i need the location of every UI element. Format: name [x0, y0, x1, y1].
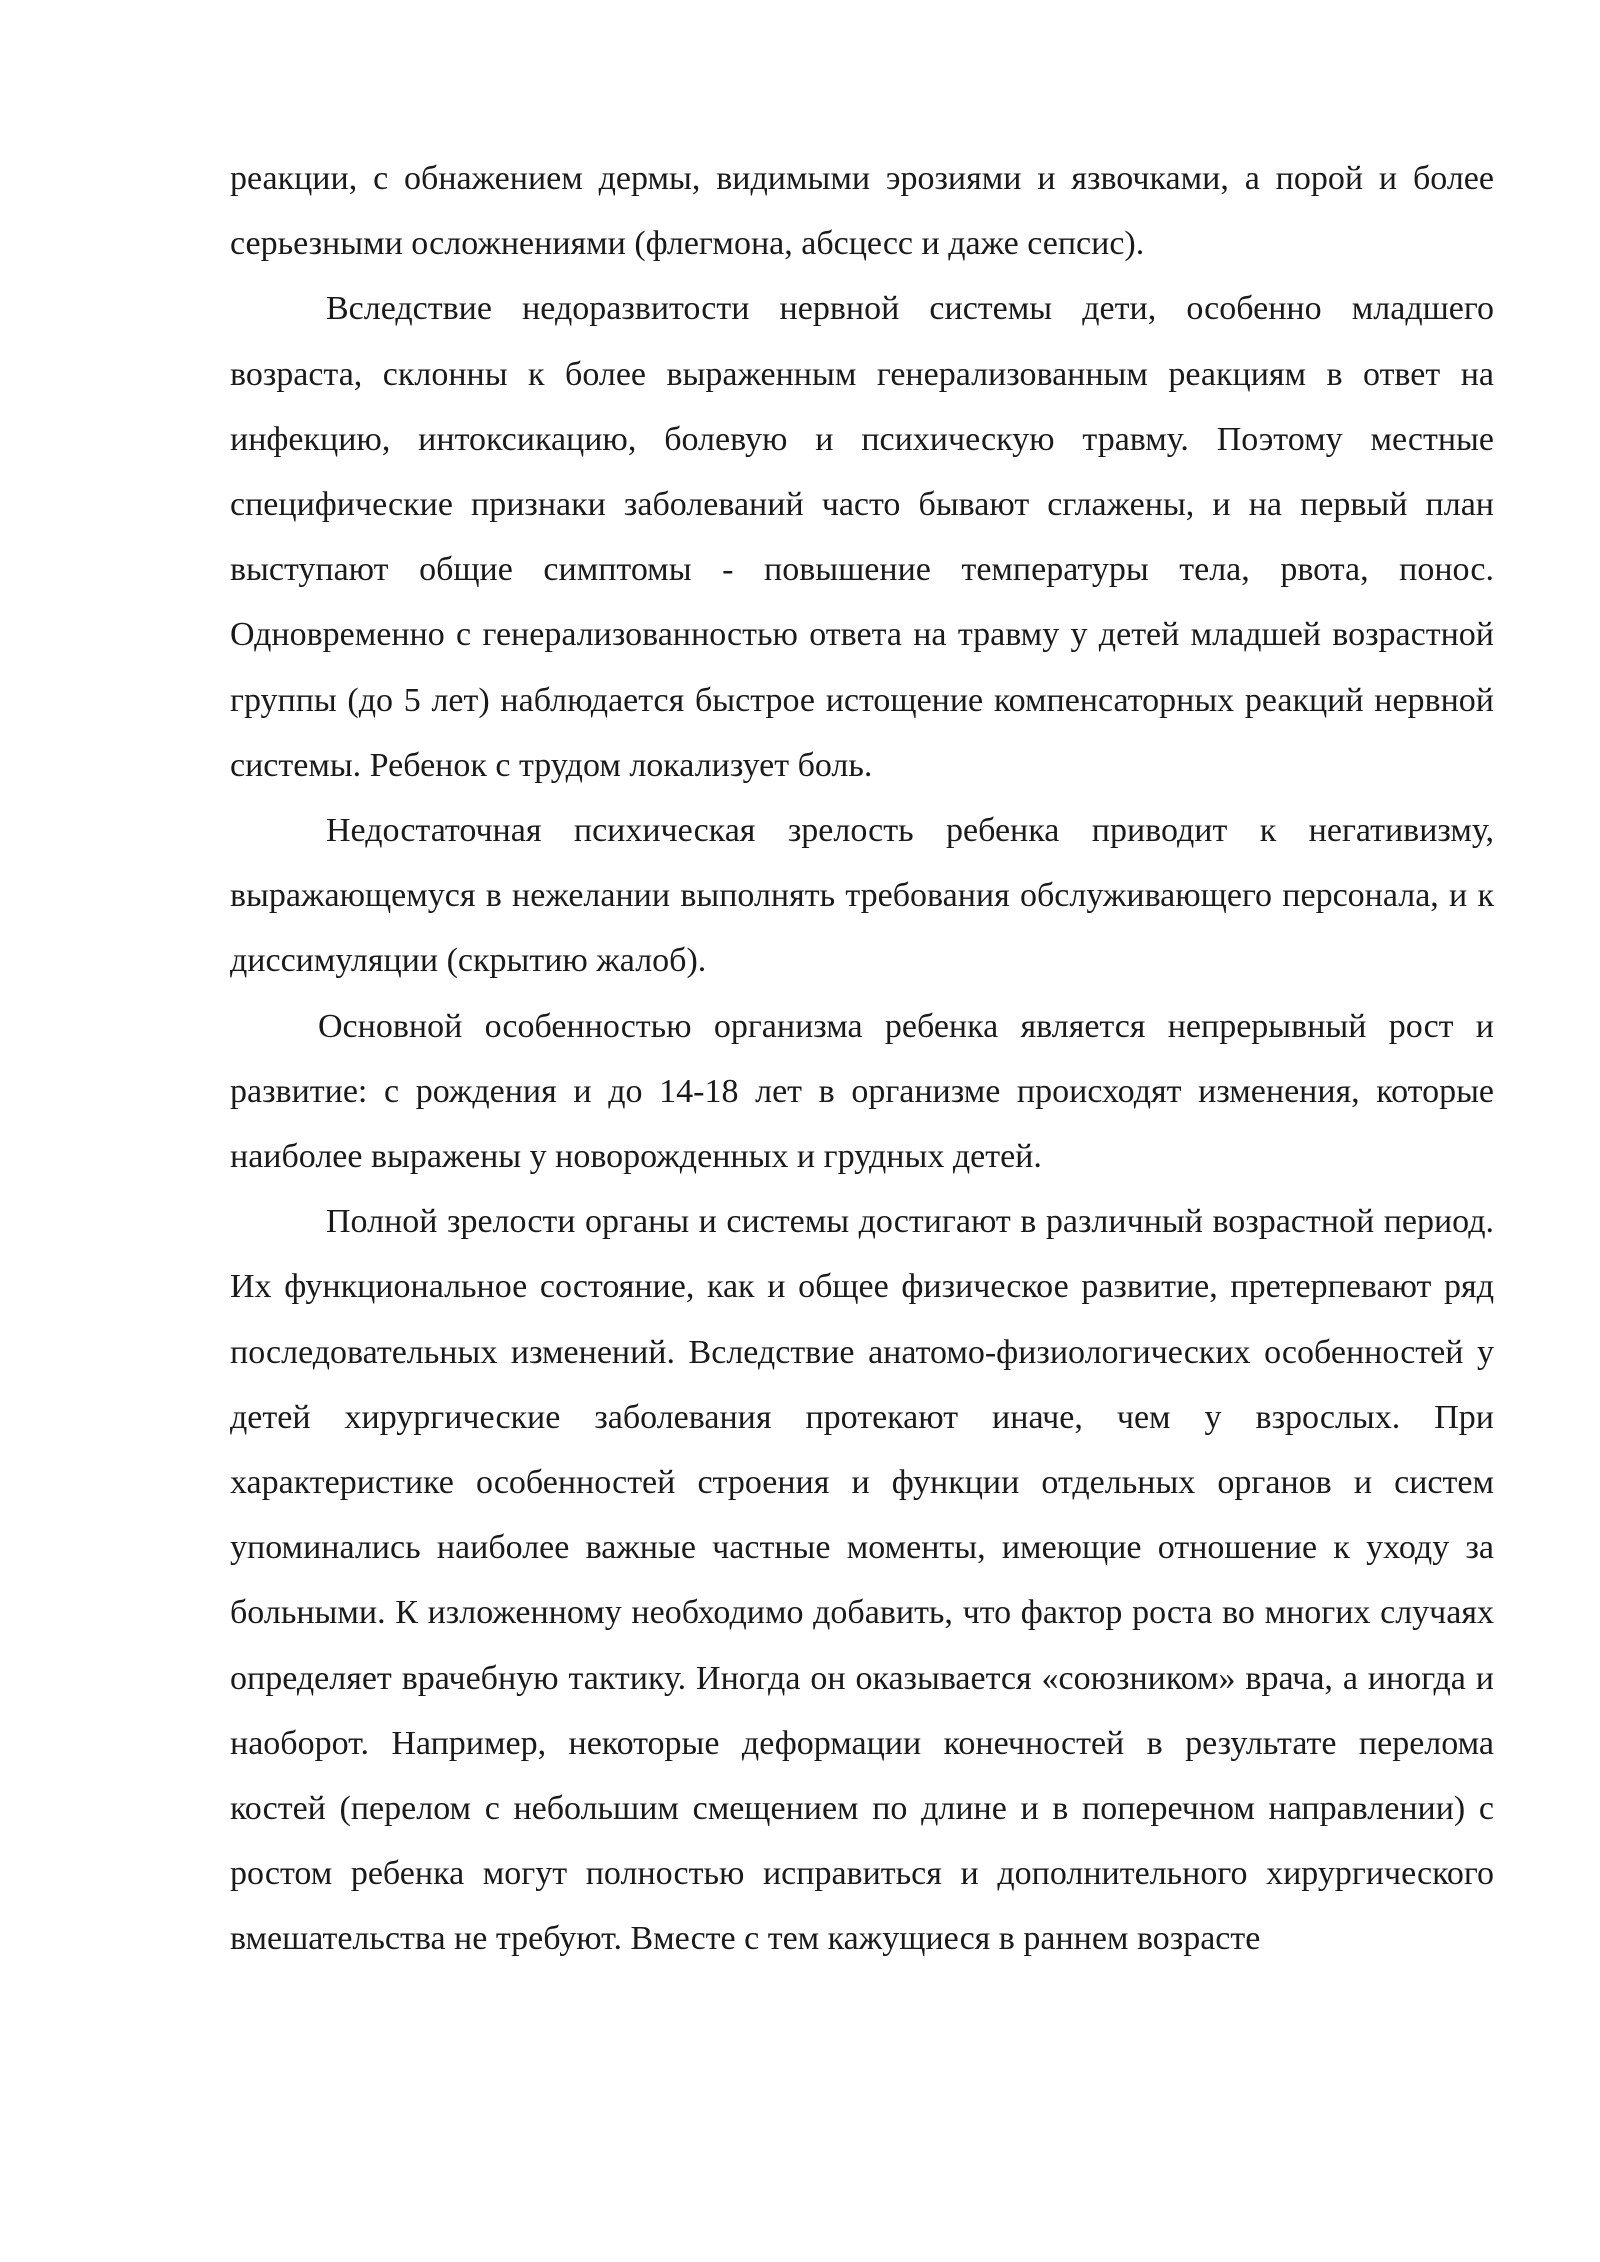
- paragraph-nervous-system: Вследствие недоразвитости нервной системы дети, особенно младшего возраста, склонны к более выраженным генерализованным реакциям в ответ на инфекцию, интоксикацию, болевую и психическую травму. Поэтому местные специфические признаки заболеваний часто бывают сглажены, и на первый план выступают общие симптомы - повышение температуры тела, рвота, понос. Одновременно с генерализованностью ответа на травму у детей младшей возрастной группы (до 5 лет) наблюдается быстрое истощение компенсаторных реакций нервной системы. Ребенок с трудом локализует боль.: [230, 290, 1494, 784]
- paragraph-continuation: реакции, с обнажением дермы, видимыми эрозиями и язвочками, а порой и более серьезными осложнениями (флегмона, абсцесс и даже сепсис).: [230, 160, 1494, 263]
- paragraph-organ-maturity: Полной зрелости органы и системы достигают в различный возрастной период. Их функциональное состояние, как и общее физическое развитие, претерпевают ряд последовательных изменений. Вследствие анатомо-физиологических особенностей у детей хирургические заболевания протекают иначе, чем у взрослых. При характеристике особенностей строения и функции отдельных органов и систем упоминались наиболее важные частные моменты, имеющие отношение к уходу за больными. К изложенному необходимо добавить, что фактор роста во многих случаях определяет врачебную тактику. Иногда он оказывается «союзником» врача, а иногда и наоборот. Например, некоторые деформации конечностей в результате перелома костей (перелом с небольшим смещением по длине и в поперечном направлении) с ростом ребенка могут полностью исправиться и дополнительного хирургического вмешательства не требуют. Вместе с тем кажущиеся в раннем возрасте: [230, 1203, 1494, 1958]
- paragraph-psychological-maturity: Недостаточная психическая зрелость ребенка приводит к негативизму, выражающемуся в нежелании выполнять требования обслуживающего персонала, и к диссимуляции (скрытию жалоб).: [230, 812, 1494, 980]
- document-page: [230, 146, 1494, 1972]
- paragraph-growth-development: Основной особенностью организма ребенка является непрерывный рост и развитие: с рождения и до 14-18 лет в организме происходят изменения, которые наиболее выражены у новорожденных и грудных детей.: [230, 1007, 1494, 1176]
